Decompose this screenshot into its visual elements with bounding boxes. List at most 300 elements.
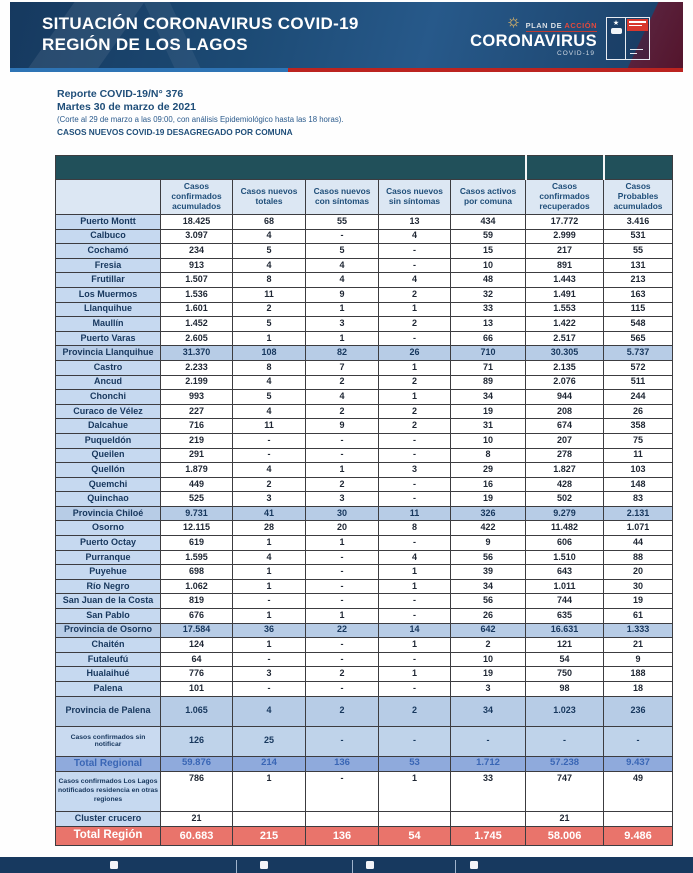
row-value: 3 bbox=[379, 463, 451, 478]
row-value: 48 bbox=[451, 273, 526, 288]
row-label: Quellón bbox=[56, 463, 161, 478]
row-value: 2 bbox=[379, 375, 451, 390]
row-value: 75 bbox=[604, 433, 673, 448]
row-value: - bbox=[306, 229, 379, 244]
social-icon-3[interactable] bbox=[366, 861, 374, 869]
row-label: Cochamó bbox=[56, 244, 161, 259]
row-label: Total Regional bbox=[56, 756, 161, 771]
row-value: 3 bbox=[233, 667, 306, 682]
row-value: - bbox=[379, 477, 451, 492]
row-value: 1 bbox=[379, 360, 451, 375]
row-value: 14 bbox=[379, 623, 451, 638]
row-label: Provincia de Osorno bbox=[56, 623, 161, 638]
row-value: 2 bbox=[379, 696, 451, 726]
row-value: - bbox=[379, 331, 451, 346]
row-value: - bbox=[233, 433, 306, 448]
table-row bbox=[56, 652, 673, 667]
row-value: 59 bbox=[451, 229, 526, 244]
banner-title-block bbox=[42, 13, 359, 55]
row-value bbox=[306, 811, 379, 826]
row-label: Chaitén bbox=[56, 638, 161, 653]
row-value: 21 bbox=[161, 811, 233, 826]
row-value: 61 bbox=[604, 609, 673, 624]
row-value: 913 bbox=[161, 258, 233, 273]
table-row bbox=[56, 419, 673, 434]
row-label: San Pablo bbox=[56, 609, 161, 624]
covid-table bbox=[55, 155, 673, 846]
row-value: 34 bbox=[451, 390, 526, 405]
row-value bbox=[233, 811, 306, 826]
table-top-bar bbox=[56, 156, 673, 180]
row-label: Los Muermos bbox=[56, 287, 161, 302]
row-value: 4 bbox=[233, 229, 306, 244]
table-row bbox=[56, 682, 673, 697]
row-value: 565 bbox=[604, 331, 673, 346]
table-row bbox=[56, 696, 673, 726]
row-value: 131 bbox=[604, 258, 673, 273]
row-value: 26 bbox=[379, 346, 451, 361]
row-value: 17.584 bbox=[161, 623, 233, 638]
row-value: 88 bbox=[604, 550, 673, 565]
row-value: 115 bbox=[604, 302, 673, 317]
row-label: Quinchao bbox=[56, 492, 161, 507]
row-value: 1.422 bbox=[526, 317, 604, 332]
top-bar-recuperados bbox=[526, 156, 604, 180]
virus-icon bbox=[508, 15, 519, 33]
table-row bbox=[56, 579, 673, 594]
column-header: Casos confirmados recuperados bbox=[526, 180, 604, 215]
brand-name: CORONAVIRUS bbox=[470, 32, 597, 51]
row-value: 9.437 bbox=[604, 756, 673, 771]
table-row bbox=[56, 317, 673, 332]
table-row bbox=[56, 258, 673, 273]
row-label: Puyehue bbox=[56, 565, 161, 580]
row-value: 103 bbox=[604, 463, 673, 478]
row-value: 5 bbox=[233, 390, 306, 405]
row-value: 10 bbox=[451, 258, 526, 273]
row-value: 891 bbox=[526, 258, 604, 273]
row-value: 3.416 bbox=[604, 215, 673, 230]
row-label: Frutillar bbox=[56, 273, 161, 288]
table-row bbox=[56, 287, 673, 302]
row-value: - bbox=[233, 682, 306, 697]
row-value: - bbox=[379, 726, 451, 756]
row-value: 3 bbox=[233, 492, 306, 507]
row-value: 428 bbox=[526, 477, 604, 492]
row-value: 1 bbox=[306, 463, 379, 478]
report-table-title: CASOS NUEVOS COVID-19 DESAGREGADO POR COMUNA bbox=[57, 127, 293, 137]
row-value: 11 bbox=[233, 419, 306, 434]
row-value: 572 bbox=[604, 360, 673, 375]
coronavirus-brand bbox=[470, 15, 597, 57]
row-label: Casos confirmados sin notificar bbox=[56, 726, 161, 756]
row-label: Dalcahue bbox=[56, 419, 161, 434]
row-label: Total Región bbox=[56, 826, 161, 845]
row-value: 71 bbox=[451, 360, 526, 375]
row-value: 4 bbox=[233, 404, 306, 419]
row-label: Castro bbox=[56, 360, 161, 375]
table-row bbox=[56, 448, 673, 463]
row-value: 1 bbox=[233, 638, 306, 653]
row-value: 13 bbox=[379, 215, 451, 230]
escudo-icon: ★ bbox=[607, 18, 626, 59]
row-value: 2 bbox=[379, 317, 451, 332]
row-value: 108 bbox=[233, 346, 306, 361]
table-row bbox=[56, 244, 673, 259]
row-value: 30.305 bbox=[526, 346, 604, 361]
row-value: 214 bbox=[233, 756, 306, 771]
row-value: 33 bbox=[451, 771, 526, 811]
row-value: 227 bbox=[161, 404, 233, 419]
row-value: 1.333 bbox=[604, 623, 673, 638]
row-value: 1.595 bbox=[161, 550, 233, 565]
table-row bbox=[56, 521, 673, 536]
row-value: 10 bbox=[451, 433, 526, 448]
row-value: 136 bbox=[306, 826, 379, 845]
row-value bbox=[451, 811, 526, 826]
row-value: - bbox=[379, 536, 451, 551]
brand-covid-label: COVID-19 bbox=[557, 50, 595, 58]
row-value: 7 bbox=[306, 360, 379, 375]
row-value: 4 bbox=[233, 550, 306, 565]
row-value: 34 bbox=[451, 579, 526, 594]
row-value: 1.879 bbox=[161, 463, 233, 478]
row-value: 219 bbox=[161, 433, 233, 448]
row-value: - bbox=[379, 244, 451, 259]
row-value: - bbox=[379, 594, 451, 609]
row-value: 126 bbox=[161, 726, 233, 756]
table-row bbox=[56, 331, 673, 346]
row-value: 234 bbox=[161, 244, 233, 259]
row-value: 11 bbox=[379, 506, 451, 521]
row-value: 4 bbox=[379, 229, 451, 244]
seremi-red-badge bbox=[627, 19, 648, 31]
footer-separator bbox=[455, 860, 456, 873]
row-value: 1.071 bbox=[604, 521, 673, 536]
row-value: 26 bbox=[604, 404, 673, 419]
row-value: 17.772 bbox=[526, 215, 604, 230]
row-value: 1 bbox=[306, 609, 379, 624]
row-value: - bbox=[233, 652, 306, 667]
table-row bbox=[56, 550, 673, 565]
row-value: 8 bbox=[233, 273, 306, 288]
row-value: 2.076 bbox=[526, 375, 604, 390]
report-date: Martes 30 de marzo de 2021 bbox=[57, 101, 196, 113]
row-label: Provincia Llanquihue bbox=[56, 346, 161, 361]
table-row bbox=[56, 565, 673, 580]
row-value: 619 bbox=[161, 536, 233, 551]
row-label: Osorno bbox=[56, 521, 161, 536]
divider bbox=[10, 68, 683, 72]
row-value: - bbox=[306, 579, 379, 594]
row-value: 9 bbox=[451, 536, 526, 551]
footer-separator bbox=[236, 860, 237, 873]
row-value: 1 bbox=[233, 536, 306, 551]
row-label: Palena bbox=[56, 682, 161, 697]
row-value: 1.491 bbox=[526, 287, 604, 302]
row-value: 642 bbox=[451, 623, 526, 638]
row-value bbox=[379, 811, 451, 826]
row-value: 29 bbox=[451, 463, 526, 478]
row-value: - bbox=[604, 726, 673, 756]
row-value: 57.238 bbox=[526, 756, 604, 771]
row-value: 15 bbox=[451, 244, 526, 259]
top-bar-probables bbox=[604, 156, 673, 180]
row-label: Ancud bbox=[56, 375, 161, 390]
row-value: 217 bbox=[526, 244, 604, 259]
row-value: 2.199 bbox=[161, 375, 233, 390]
row-value: 776 bbox=[161, 667, 233, 682]
row-value: - bbox=[379, 609, 451, 624]
row-label: Curaco de Vélez bbox=[56, 404, 161, 419]
plan-de-label: PLAN DE bbox=[525, 21, 563, 31]
row-value: 2 bbox=[379, 404, 451, 419]
row-value: 291 bbox=[161, 448, 233, 463]
row-label: Quemchi bbox=[56, 477, 161, 492]
row-value: - bbox=[306, 638, 379, 653]
row-value: 2.605 bbox=[161, 331, 233, 346]
row-value: 1 bbox=[306, 331, 379, 346]
row-value: 10 bbox=[451, 652, 526, 667]
row-value: 19 bbox=[451, 492, 526, 507]
accion-label: ACCIÓN bbox=[564, 21, 597, 31]
table-row bbox=[56, 302, 673, 317]
row-value: 1 bbox=[233, 579, 306, 594]
row-value: 244 bbox=[604, 390, 673, 405]
row-value: 1 bbox=[379, 579, 451, 594]
row-value: - bbox=[306, 550, 379, 565]
row-value: 56 bbox=[451, 594, 526, 609]
row-value: 55 bbox=[306, 215, 379, 230]
row-value: 5 bbox=[306, 244, 379, 259]
row-value: 5.737 bbox=[604, 346, 673, 361]
row-value: 1 bbox=[233, 771, 306, 811]
column-header: Casos Probables acumulados bbox=[604, 180, 673, 215]
divider-red-segment bbox=[288, 68, 683, 72]
table-row bbox=[56, 390, 673, 405]
row-value: 26 bbox=[451, 609, 526, 624]
row-value: 2 bbox=[306, 696, 379, 726]
row-value: - bbox=[233, 594, 306, 609]
row-value: - bbox=[379, 433, 451, 448]
row-value: 747 bbox=[526, 771, 604, 811]
header-banner bbox=[10, 2, 683, 68]
row-value: 16 bbox=[451, 477, 526, 492]
row-value: 1.507 bbox=[161, 273, 233, 288]
row-value: 121 bbox=[526, 638, 604, 653]
table-row bbox=[56, 623, 673, 638]
row-value: 1.712 bbox=[451, 756, 526, 771]
row-value: 213 bbox=[604, 273, 673, 288]
row-value: 28 bbox=[233, 521, 306, 536]
footer-separator bbox=[352, 860, 353, 873]
row-value: 13 bbox=[451, 317, 526, 332]
row-value: 710 bbox=[451, 346, 526, 361]
social-icon-1[interactable] bbox=[110, 861, 118, 869]
row-value: 993 bbox=[161, 390, 233, 405]
row-value: 674 bbox=[526, 419, 604, 434]
row-value: 434 bbox=[451, 215, 526, 230]
row-value: 326 bbox=[451, 506, 526, 521]
column-header: Casos activos por comuna bbox=[451, 180, 526, 215]
row-value: 358 bbox=[604, 419, 673, 434]
seremi-label-block bbox=[626, 18, 649, 59]
row-value: 188 bbox=[604, 667, 673, 682]
table-row bbox=[56, 609, 673, 624]
table-row bbox=[56, 492, 673, 507]
row-value: - bbox=[379, 448, 451, 463]
row-value: 1 bbox=[379, 638, 451, 653]
table-row bbox=[56, 667, 673, 682]
report-cutoff-note: (Corte al 29 de marzo a las 09:00, con análisis Epidemiológico hasta las 18 horas). bbox=[57, 115, 344, 124]
table-row bbox=[56, 215, 673, 230]
row-value: 19 bbox=[604, 594, 673, 609]
social-icon-2[interactable] bbox=[260, 861, 268, 869]
row-value: 41 bbox=[233, 506, 306, 521]
table-row bbox=[56, 404, 673, 419]
table-row bbox=[56, 726, 673, 756]
table-row bbox=[56, 273, 673, 288]
row-label: Fresia bbox=[56, 258, 161, 273]
row-value: 9 bbox=[604, 652, 673, 667]
row-label: Chonchi bbox=[56, 390, 161, 405]
row-value: 3 bbox=[306, 492, 379, 507]
report-header bbox=[57, 88, 343, 139]
table-row bbox=[56, 375, 673, 390]
row-value: 101 bbox=[161, 682, 233, 697]
row-value: 148 bbox=[604, 477, 673, 492]
row-value: 744 bbox=[526, 594, 604, 609]
social-icon-4[interactable] bbox=[470, 861, 478, 869]
row-value: 1 bbox=[233, 565, 306, 580]
corner-cell bbox=[56, 180, 161, 215]
row-value: 4 bbox=[233, 696, 306, 726]
row-value: - bbox=[379, 492, 451, 507]
row-value: 1 bbox=[379, 565, 451, 580]
row-value: - bbox=[379, 652, 451, 667]
row-value: 2.131 bbox=[604, 506, 673, 521]
row-value: 16.631 bbox=[526, 623, 604, 638]
row-value: 9.279 bbox=[526, 506, 604, 521]
row-value: 12.115 bbox=[161, 521, 233, 536]
row-value: 21 bbox=[526, 811, 604, 826]
row-value: 58.006 bbox=[526, 826, 604, 845]
row-label: Provincia Chiloé bbox=[56, 506, 161, 521]
row-value: 8 bbox=[379, 521, 451, 536]
row-value: 31 bbox=[451, 419, 526, 434]
row-value: 98 bbox=[526, 682, 604, 697]
row-value: 4 bbox=[379, 273, 451, 288]
row-value: - bbox=[306, 771, 379, 811]
row-value: 716 bbox=[161, 419, 233, 434]
row-value: 531 bbox=[604, 229, 673, 244]
table-row bbox=[56, 811, 673, 826]
row-value: - bbox=[306, 448, 379, 463]
row-value: 9 bbox=[306, 419, 379, 434]
row-value: 25 bbox=[233, 726, 306, 756]
row-value: 20 bbox=[306, 521, 379, 536]
row-label: Puerto Octay bbox=[56, 536, 161, 551]
row-value: 60.683 bbox=[161, 826, 233, 845]
row-value: 1.601 bbox=[161, 302, 233, 317]
table-row bbox=[56, 826, 673, 845]
column-header: Casos nuevos totales bbox=[233, 180, 306, 215]
table-row bbox=[56, 638, 673, 653]
row-value: 1 bbox=[379, 667, 451, 682]
row-value: 4 bbox=[379, 550, 451, 565]
row-value: 20 bbox=[604, 565, 673, 580]
row-value: 55 bbox=[604, 244, 673, 259]
row-value bbox=[604, 811, 673, 826]
row-value: 422 bbox=[451, 521, 526, 536]
table-row bbox=[56, 756, 673, 771]
row-value: 1 bbox=[379, 771, 451, 811]
row-value: 3 bbox=[306, 317, 379, 332]
row-value: 643 bbox=[526, 565, 604, 580]
table-row bbox=[56, 594, 673, 609]
gobierno-chile-logo bbox=[606, 17, 650, 60]
row-label: Hualaihué bbox=[56, 667, 161, 682]
row-value: 2.517 bbox=[526, 331, 604, 346]
banner-subtitle: REGIÓN DE LOS LAGOS bbox=[42, 35, 248, 54]
banner-title: SITUACIÓN CORONAVIRUS COVID-19 bbox=[42, 14, 359, 33]
row-value: 22 bbox=[306, 623, 379, 638]
row-value: 49 bbox=[604, 771, 673, 811]
row-value: 944 bbox=[526, 390, 604, 405]
row-value: 9.731 bbox=[161, 506, 233, 521]
row-value: 34 bbox=[451, 696, 526, 726]
row-value: 2.999 bbox=[526, 229, 604, 244]
row-label: Puerto Varas bbox=[56, 331, 161, 346]
row-value: 208 bbox=[526, 404, 604, 419]
table-row bbox=[56, 433, 673, 448]
row-value: 18.425 bbox=[161, 215, 233, 230]
row-label: Llanquihue bbox=[56, 302, 161, 317]
footer-bar bbox=[0, 857, 693, 873]
row-value: 163 bbox=[604, 287, 673, 302]
row-value: - bbox=[526, 726, 604, 756]
row-value: 53 bbox=[379, 756, 451, 771]
row-value: 1.443 bbox=[526, 273, 604, 288]
row-value: 1.827 bbox=[526, 463, 604, 478]
row-value: 59.876 bbox=[161, 756, 233, 771]
row-value: 4 bbox=[306, 258, 379, 273]
row-value: 8 bbox=[451, 448, 526, 463]
row-value: - bbox=[379, 682, 451, 697]
row-value: 511 bbox=[604, 375, 673, 390]
row-label: Purranque bbox=[56, 550, 161, 565]
row-value: 2 bbox=[306, 667, 379, 682]
row-value: 136 bbox=[306, 756, 379, 771]
row-value: 3.097 bbox=[161, 229, 233, 244]
row-value: 449 bbox=[161, 477, 233, 492]
row-value: - bbox=[306, 726, 379, 756]
row-label: Cluster crucero bbox=[56, 811, 161, 826]
row-value: 56 bbox=[451, 550, 526, 565]
row-value: 1.065 bbox=[161, 696, 233, 726]
row-value: 19 bbox=[451, 667, 526, 682]
row-value: 4 bbox=[233, 375, 306, 390]
row-value: 89 bbox=[451, 375, 526, 390]
row-value: 2 bbox=[306, 477, 379, 492]
table-row bbox=[56, 536, 673, 551]
row-value: 786 bbox=[161, 771, 233, 811]
row-value: - bbox=[306, 565, 379, 580]
row-value: 2.233 bbox=[161, 360, 233, 375]
row-value: 68 bbox=[233, 215, 306, 230]
row-value: 54 bbox=[526, 652, 604, 667]
row-label: Río Negro bbox=[56, 579, 161, 594]
